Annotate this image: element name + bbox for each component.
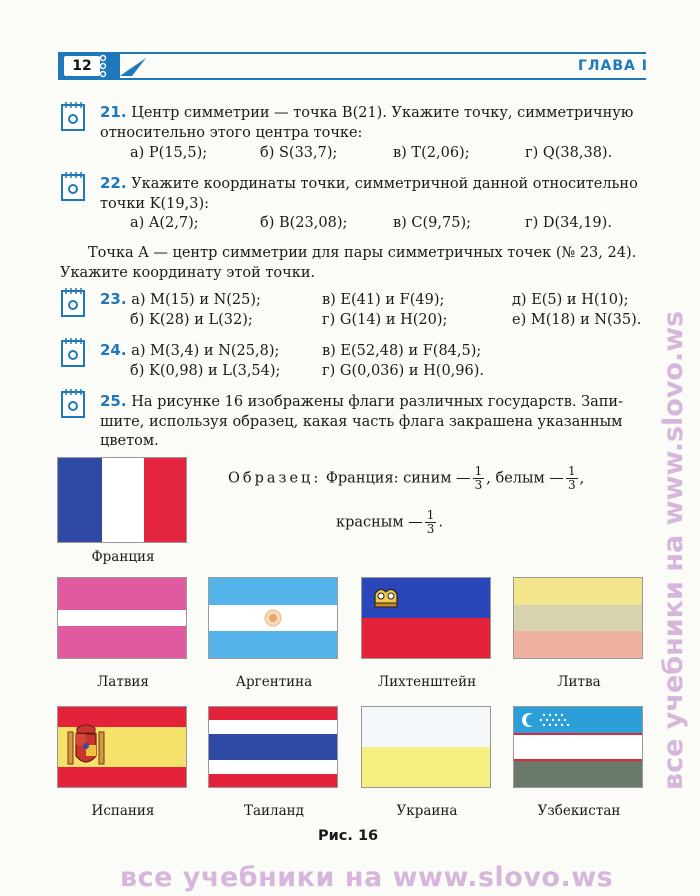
intro-line1: Точка A — центр симметрии для пары симметричных точек (№ 23, 24). [88,245,637,261]
flag-uzbekistan [514,707,642,787]
flag-caption: Таиланд [244,803,304,819]
option: в) T(2,06); [393,145,470,161]
exercise-number: 22. [100,174,127,192]
exercise-number: 25. [100,392,127,410]
notebook-icon [60,102,86,132]
flag-caption: Лихтенштейн [377,674,477,690]
bottom-watermark: все учебники на www.slovo.ws [120,862,614,893]
flag-caption: Аргентина [235,674,313,690]
exercise-text: Центр симметрии — точка B(21). Укажите точку, симметричную [131,105,634,121]
intro-line2: Укажите координату этой точки. [60,265,316,281]
side-watermark-text: все учебники на www.slovo.ws [658,310,689,790]
option: е) M(18) и N(35). [512,312,642,328]
flag-caption: Испания [91,803,155,819]
option: а) M(15) и N(25); [131,292,261,308]
flag-lithuania [514,578,642,658]
sample-text: красным — [336,514,423,531]
flag-france [58,458,186,542]
option: б) K(0,98) и L(3,54); [130,363,281,379]
crescent-stars-icon [520,710,580,730]
exercise-number: 21. [100,103,127,121]
flag-latvia [58,578,186,658]
flag-caption: Литва [557,674,601,690]
exercise-25-line1 [100,392,623,412]
page-number: 12 [64,56,100,76]
exercise-21-line1 [100,103,633,123]
notebook-icon [60,338,86,368]
option: в) E(52,48) и F(84,5); [322,343,482,359]
sample-line2 [336,509,443,536]
flag-argentina [209,578,337,658]
exercise-24-row1 [100,341,279,361]
flag-ukraine [362,707,490,787]
exercise-text: На рисунке 16 изображены флаги различных государств. Запи- [131,394,623,410]
exercise-25-line2: шите, используя образец, какая часть флага закрашена указанным [100,414,623,430]
flag-thailand [209,707,337,787]
sample-line1 [228,465,584,492]
option: г) D(34,19). [525,215,612,231]
flag-liechtenstein [362,578,490,658]
coat-of-arms-icon [66,724,106,772]
side-watermark [648,100,698,800]
option: а) A(2,7); [130,215,199,231]
sample-label: Образец: [228,470,322,487]
exercise-number: 24. [100,341,127,359]
exercise-number: 23. [100,290,127,308]
option: а) M(3,4) и N(25,8); [131,343,280,359]
exercise-22-line2: точки K(19,3): [100,196,209,212]
option: д) E(5) и H(10); [512,292,629,308]
binder-rings-icon [99,54,107,78]
fraction: $\frac{1}{3}$ [567,464,576,492]
exercise-25-line3: цветом. [100,433,159,449]
option: в) C(9,75); [393,215,472,231]
notebook-icon [60,288,86,318]
exercise-23-row1 [100,290,261,310]
option: б) S(33,7); [260,145,338,161]
notebook-icon [60,172,86,202]
flag-caption: Узбекистан [537,803,621,819]
notebook-icon [60,389,86,419]
exercise-22-line1 [100,174,638,194]
exercise-text: Укажите координаты точки, симметричной данной относительно [131,176,638,192]
sample-text: , белым — [486,470,564,487]
crown-icon [372,584,400,610]
fraction: $\frac{1}{3}$ [474,464,483,492]
option: г) G(0,036) и H(0,96). [322,363,485,379]
chapter-title: ГЛАВА I [578,58,648,74]
period: . [438,514,443,531]
exercise-21-line2: относительно этого центра точке: [100,125,363,141]
option: г) Q(38,38). [525,145,613,161]
option: а) P(15,5); [130,145,208,161]
flag-caption: Украина [396,803,458,819]
sun-emblem-icon [263,608,283,628]
option: г) G(14) и H(20); [322,312,448,328]
fraction: $\frac{1}{3}$ [426,508,435,536]
figure-caption: Рис. 16 [318,828,379,844]
paper-plane-icon [118,56,148,78]
comma: , [579,470,585,487]
flag-caption: Франция [91,549,155,565]
flag-caption: Латвия [97,674,149,690]
option: б) B(23,08); [260,215,348,231]
sample-text: Франция: синим — [325,470,471,487]
option: б) K(28) и L(32); [130,312,253,328]
option: в) E(41) и F(49); [322,292,445,308]
flag-spain [58,707,186,787]
